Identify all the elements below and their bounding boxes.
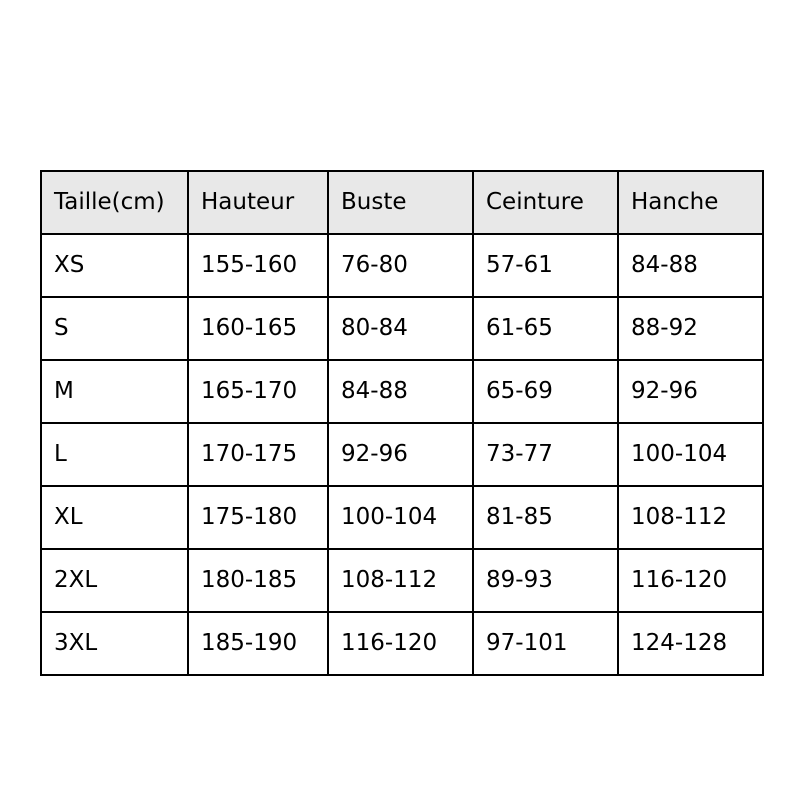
table-row — [41, 360, 763, 423]
cell-size: M — [41, 360, 188, 423]
cell-height: 160-165 — [188, 297, 328, 360]
column-header-height: Hauteur — [188, 171, 328, 234]
cell-height: 175-180 — [188, 486, 328, 549]
table-header-row — [41, 171, 763, 234]
cell-hip: 116-120 — [618, 549, 763, 612]
table-row — [41, 234, 763, 297]
table-row — [41, 549, 763, 612]
cell-bust: 76-80 — [328, 234, 473, 297]
size-chart-table — [40, 170, 764, 676]
cell-bust: 116-120 — [328, 612, 473, 675]
cell-size: XL — [41, 486, 188, 549]
cell-hip: 100-104 — [618, 423, 763, 486]
cell-size: 3XL — [41, 612, 188, 675]
cell-height: 180-185 — [188, 549, 328, 612]
cell-hip: 108-112 — [618, 486, 763, 549]
cell-size: 2XL — [41, 549, 188, 612]
cell-hip: 88-92 — [618, 297, 763, 360]
cell-size: XS — [41, 234, 188, 297]
cell-waist: 73-77 — [473, 423, 618, 486]
cell-bust: 108-112 — [328, 549, 473, 612]
table-body — [41, 234, 763, 675]
table-row — [41, 486, 763, 549]
cell-height: 185-190 — [188, 612, 328, 675]
cell-height: 155-160 — [188, 234, 328, 297]
cell-waist: 97-101 — [473, 612, 618, 675]
cell-bust: 80-84 — [328, 297, 473, 360]
cell-hip: 92-96 — [618, 360, 763, 423]
column-header-hip: Hanche — [618, 171, 763, 234]
cell-waist: 89-93 — [473, 549, 618, 612]
cell-waist: 65-69 — [473, 360, 618, 423]
cell-bust: 84-88 — [328, 360, 473, 423]
table-row — [41, 423, 763, 486]
column-header-size: Taille(cm) — [41, 171, 188, 234]
column-header-bust: Buste — [328, 171, 473, 234]
table-row — [41, 612, 763, 675]
cell-bust: 100-104 — [328, 486, 473, 549]
cell-height: 165-170 — [188, 360, 328, 423]
column-header-waist: Ceinture — [473, 171, 618, 234]
cell-bust: 92-96 — [328, 423, 473, 486]
cell-waist: 61-65 — [473, 297, 618, 360]
cell-waist: 57-61 — [473, 234, 618, 297]
table-row — [41, 297, 763, 360]
cell-height: 170-175 — [188, 423, 328, 486]
cell-size: S — [41, 297, 188, 360]
table-header — [41, 171, 763, 234]
cell-size: L — [41, 423, 188, 486]
cell-hip: 84-88 — [618, 234, 763, 297]
cell-waist: 81-85 — [473, 486, 618, 549]
size-chart-container — [40, 170, 762, 676]
cell-hip: 124-128 — [618, 612, 763, 675]
